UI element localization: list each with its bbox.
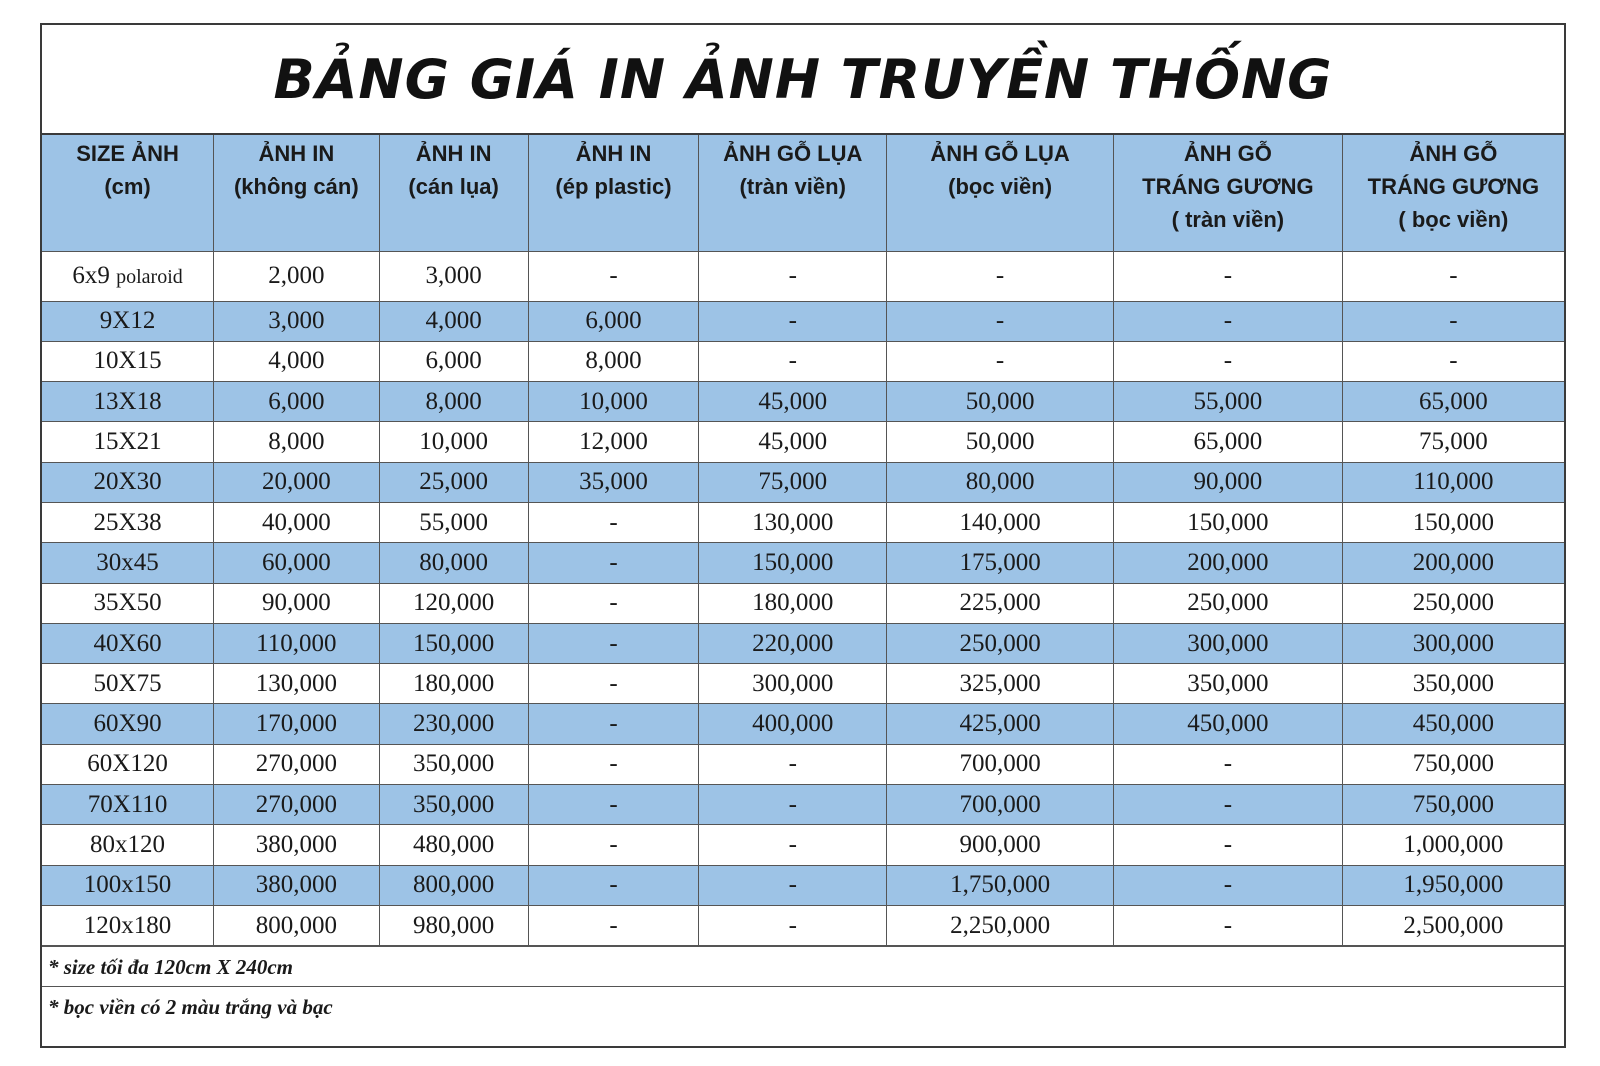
price-cell: 50,000 [887, 422, 1114, 462]
table-row [42, 382, 1564, 422]
price-cell: - [887, 301, 1114, 341]
size-cell: 35X50 [42, 583, 214, 623]
size-sub: polaroid [116, 266, 183, 288]
price-cell: 180,000 [379, 664, 528, 704]
price-cell: 45,000 [699, 422, 887, 462]
table-row [42, 341, 1564, 381]
column-header-wood-mirror-full: ẢNH GỖ TRÁNG GƯƠNG ( tràn viền) [1113, 135, 1342, 251]
size-main: 6x9 [72, 262, 110, 289]
price-cell: 300,000 [1113, 623, 1342, 663]
price-cell: 480,000 [379, 825, 528, 865]
price-cell: 50,000 [887, 382, 1114, 422]
price-cell: 750,000 [1342, 744, 1564, 784]
price-cell: 12,000 [528, 422, 699, 462]
price-cell: 350,000 [1342, 664, 1564, 704]
price-cell: 55,000 [1113, 382, 1342, 422]
price-cell: 6,000 [214, 382, 379, 422]
table-header-row [42, 135, 1564, 251]
price-cell: 270,000 [214, 744, 379, 784]
size-cell: 9X12 [42, 301, 214, 341]
price-cell: 40,000 [214, 502, 379, 542]
price-cell: - [699, 341, 887, 381]
price-cell: 300,000 [1342, 623, 1564, 663]
price-cell: 170,000 [214, 704, 379, 744]
price-cell: - [699, 825, 887, 865]
price-cell: 60,000 [214, 543, 379, 583]
price-cell: 3,000 [214, 301, 379, 341]
price-cell: 250,000 [1113, 583, 1342, 623]
price-cell: 110,000 [1342, 462, 1564, 502]
table-row [42, 785, 1564, 825]
price-cell: - [1113, 825, 1342, 865]
column-header-print-plastic: ẢNH IN (ép plastic) [528, 135, 699, 251]
price-cell: 25,000 [379, 462, 528, 502]
price-cell: 230,000 [379, 704, 528, 744]
price-cell: - [1113, 744, 1342, 784]
size-cell: 120x180 [42, 905, 214, 945]
price-cell: 140,000 [887, 502, 1114, 542]
column-header-size: SIZE ẢNH (cm) [42, 135, 214, 251]
size-cell: 70X110 [42, 785, 214, 825]
price-cell: 400,000 [699, 704, 887, 744]
price-cell: - [699, 744, 887, 784]
price-cell: 8,000 [379, 382, 528, 422]
price-cell: - [699, 251, 887, 301]
column-header-wood-mirror-wrapped: ẢNH GỖ TRÁNG GƯƠNG ( bọc viền) [1342, 135, 1564, 251]
price-cell: 10,000 [528, 382, 699, 422]
price-cell: 425,000 [887, 704, 1114, 744]
price-cell: 120,000 [379, 583, 528, 623]
price-cell: 980,000 [379, 905, 528, 945]
price-cell: 6,000 [528, 301, 699, 341]
price-cell: - [528, 251, 699, 301]
price-cell: 450,000 [1342, 704, 1564, 744]
size-cell: 15X21 [42, 422, 214, 462]
price-cell: 175,000 [887, 543, 1114, 583]
price-cell: 700,000 [887, 785, 1114, 825]
table-row [42, 543, 1564, 583]
price-cell: 325,000 [887, 664, 1114, 704]
price-cell: 90,000 [214, 583, 379, 623]
price-cell: 75,000 [1342, 422, 1564, 462]
price-cell: - [528, 865, 699, 905]
price-cell: 55,000 [379, 502, 528, 542]
price-cell: 6,000 [379, 341, 528, 381]
price-cell: 150,000 [1113, 502, 1342, 542]
size-cell [42, 251, 214, 301]
price-cell: 8,000 [214, 422, 379, 462]
price-cell: - [1113, 341, 1342, 381]
price-cell: 300,000 [699, 664, 887, 704]
price-cell: - [528, 825, 699, 865]
price-cell: 8,000 [528, 341, 699, 381]
size-cell: 30x45 [42, 543, 214, 583]
price-cell: 80,000 [887, 462, 1114, 502]
price-cell: 700,000 [887, 744, 1114, 784]
price-cell: 2,250,000 [887, 905, 1114, 945]
price-cell: 180,000 [699, 583, 887, 623]
price-cell: 200,000 [1342, 543, 1564, 583]
price-cell: - [699, 905, 887, 945]
table-row [42, 865, 1564, 905]
price-cell: - [887, 251, 1114, 301]
size-cell: 60X120 [42, 744, 214, 784]
price-cell: - [528, 623, 699, 663]
table-row [42, 744, 1564, 784]
column-header-print-plain: ẢNH IN (không cán) [214, 135, 379, 251]
price-cell: 1,750,000 [887, 865, 1114, 905]
price-cell: 2,500,000 [1342, 905, 1564, 945]
price-cell: - [1113, 785, 1342, 825]
price-cell: - [1113, 251, 1342, 301]
price-cell: - [528, 785, 699, 825]
price-cell: - [528, 744, 699, 784]
price-cell: - [528, 583, 699, 623]
price-cell: 350,000 [379, 744, 528, 784]
size-cell: 10X15 [42, 341, 214, 381]
price-cell: - [1342, 301, 1564, 341]
table-row [42, 664, 1564, 704]
table-row [42, 301, 1564, 341]
table-row [42, 583, 1564, 623]
price-cell: 2,000 [214, 251, 379, 301]
price-cell: - [1113, 905, 1342, 945]
price-cell: - [528, 543, 699, 583]
price-cell: 65,000 [1342, 382, 1564, 422]
price-cell: - [1342, 251, 1564, 301]
price-cell: 130,000 [214, 664, 379, 704]
price-table-frame [40, 23, 1566, 1048]
price-cell: - [528, 502, 699, 542]
price-cell: - [1113, 865, 1342, 905]
price-cell: 225,000 [887, 583, 1114, 623]
table-row [42, 623, 1564, 663]
price-cell: - [528, 664, 699, 704]
table-row [42, 462, 1564, 502]
price-cell: 90,000 [1113, 462, 1342, 502]
price-cell: 900,000 [887, 825, 1114, 865]
price-cell: 800,000 [214, 905, 379, 945]
table-row [42, 422, 1564, 462]
price-cell: 450,000 [1113, 704, 1342, 744]
price-table [42, 135, 1564, 946]
price-cell: 380,000 [214, 865, 379, 905]
price-cell: - [528, 704, 699, 744]
table-row [42, 905, 1564, 945]
price-cell: - [887, 341, 1114, 381]
price-cell: 10,000 [379, 422, 528, 462]
column-header-print-silk: ẢNH IN (cán lụa) [379, 135, 528, 251]
price-cell: 130,000 [699, 502, 887, 542]
price-cell: 250,000 [887, 623, 1114, 663]
price-cell: 1,950,000 [1342, 865, 1564, 905]
price-cell: 220,000 [699, 623, 887, 663]
note-border-colors: * bọc viền có 2 màu trắng và bạc [42, 986, 1564, 1026]
table-row [42, 704, 1564, 744]
price-cell: - [699, 785, 887, 825]
size-cell: 40X60 [42, 623, 214, 663]
price-cell: 4,000 [214, 341, 379, 381]
price-cell: 350,000 [1113, 664, 1342, 704]
price-cell: 270,000 [214, 785, 379, 825]
table-row [42, 825, 1564, 865]
price-cell: 150,000 [379, 623, 528, 663]
size-cell: 60X90 [42, 704, 214, 744]
price-cell: 20,000 [214, 462, 379, 502]
price-cell: 110,000 [214, 623, 379, 663]
size-cell: 100x150 [42, 865, 214, 905]
price-cell: - [699, 301, 887, 341]
price-cell: 1,000,000 [1342, 825, 1564, 865]
size-cell: 25X38 [42, 502, 214, 542]
price-cell: 150,000 [699, 543, 887, 583]
price-cell: 45,000 [699, 382, 887, 422]
price-cell: 380,000 [214, 825, 379, 865]
price-cell: 250,000 [1342, 583, 1564, 623]
price-cell: 750,000 [1342, 785, 1564, 825]
size-cell: 13X18 [42, 382, 214, 422]
price-cell: 35,000 [528, 462, 699, 502]
column-header-wood-silk-full: ẢNH GỖ LỤA (tràn viền) [699, 135, 887, 251]
price-cell: 4,000 [379, 301, 528, 341]
note-max-size: * size tối đa 120cm X 240cm [42, 946, 1564, 986]
price-cell: - [1342, 341, 1564, 381]
price-cell: 65,000 [1113, 422, 1342, 462]
size-cell: 80x120 [42, 825, 214, 865]
price-cell: 200,000 [1113, 543, 1342, 583]
price-cell: - [528, 905, 699, 945]
price-cell: 150,000 [1342, 502, 1564, 542]
price-cell: - [699, 865, 887, 905]
table-row [42, 502, 1564, 542]
price-cell: 80,000 [379, 543, 528, 583]
price-cell: 350,000 [379, 785, 528, 825]
column-header-wood-silk-wrapped: ẢNH GỖ LỤA (bọc viền) [887, 135, 1114, 251]
size-cell: 20X30 [42, 462, 214, 502]
price-cell: 75,000 [699, 462, 887, 502]
price-cell: - [1113, 301, 1342, 341]
price-cell: 800,000 [379, 865, 528, 905]
size-cell: 50X75 [42, 664, 214, 704]
price-cell: 3,000 [379, 251, 528, 301]
table-row [42, 251, 1564, 301]
page-title: BẢNG GIÁ IN ẢNH TRUYỀN THỐNG [42, 25, 1564, 135]
